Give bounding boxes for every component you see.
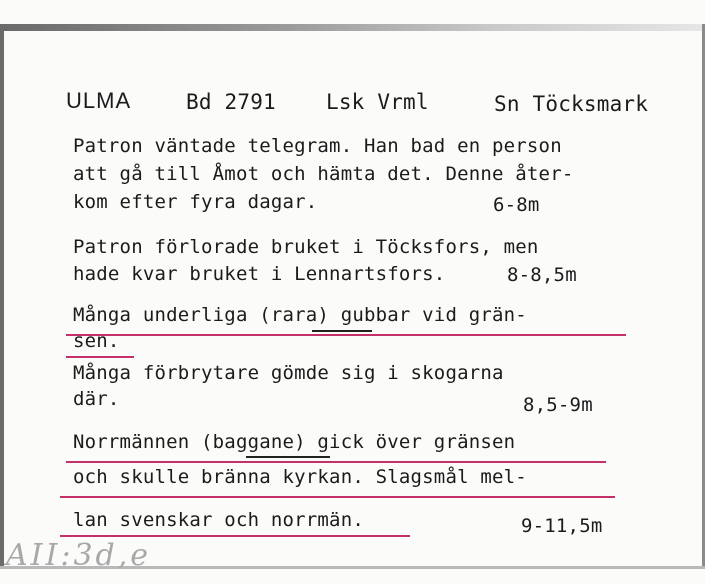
entry-2-line-2: hade kvar bruket i Lennartsfors. [73, 263, 446, 285]
entry-2-line-1: Patron förlorade bruket i Töcksfors, men [73, 236, 539, 258]
red-underline-1 [66, 334, 626, 336]
baggane-underline [246, 456, 330, 458]
entry-1-time: 6-8m [493, 194, 540, 216]
red-underline-2 [66, 356, 134, 358]
entry-4-time: 8,5-9m [523, 394, 593, 416]
entry-5-line-1: Norrmännen (baggane) gick över gränsen [73, 431, 516, 453]
entry-1-line-3: kom efter fyra dagar. [73, 191, 318, 213]
entry-3-line-2: sen. [73, 330, 120, 352]
archive-name: ULMA [66, 88, 132, 113]
entry-5-line-2: och skulle bränna kyrkan. Slagsmål mel- [73, 466, 527, 488]
red-underline-4 [60, 496, 615, 498]
card-left-edge [0, 24, 4, 569]
entry-3-line-1: Många underliga (rara) gubbar vid grän- [73, 304, 527, 326]
county: Lsk Vrml [326, 90, 429, 114]
volume-number: Bd 2791 [186, 90, 276, 114]
red-underline-3 [66, 461, 606, 463]
card-top-border [4, 24, 705, 31]
entry-1-line-1: Patron väntade telegram. Han bad en person [73, 135, 562, 157]
handwritten-code: AII:3d,e [6, 538, 152, 573]
red-underline-5 [60, 535, 410, 537]
entry-1-line-2: att gå till Åmot och hämta det. Denne åter- [73, 163, 574, 185]
entry-4-line-2: där. [73, 388, 120, 410]
entry-5-time: 9-11,5m [521, 515, 603, 537]
entry-2-time: 8-8,5m [507, 264, 577, 286]
rara-underline [312, 330, 372, 332]
entry-4-line-1: Många förbrytare gömde sig i skogarna [73, 362, 504, 384]
entry-5-line-3: lan svenskar och norrmän. [73, 509, 364, 531]
parish: Sn Töcksmark [494, 92, 649, 116]
